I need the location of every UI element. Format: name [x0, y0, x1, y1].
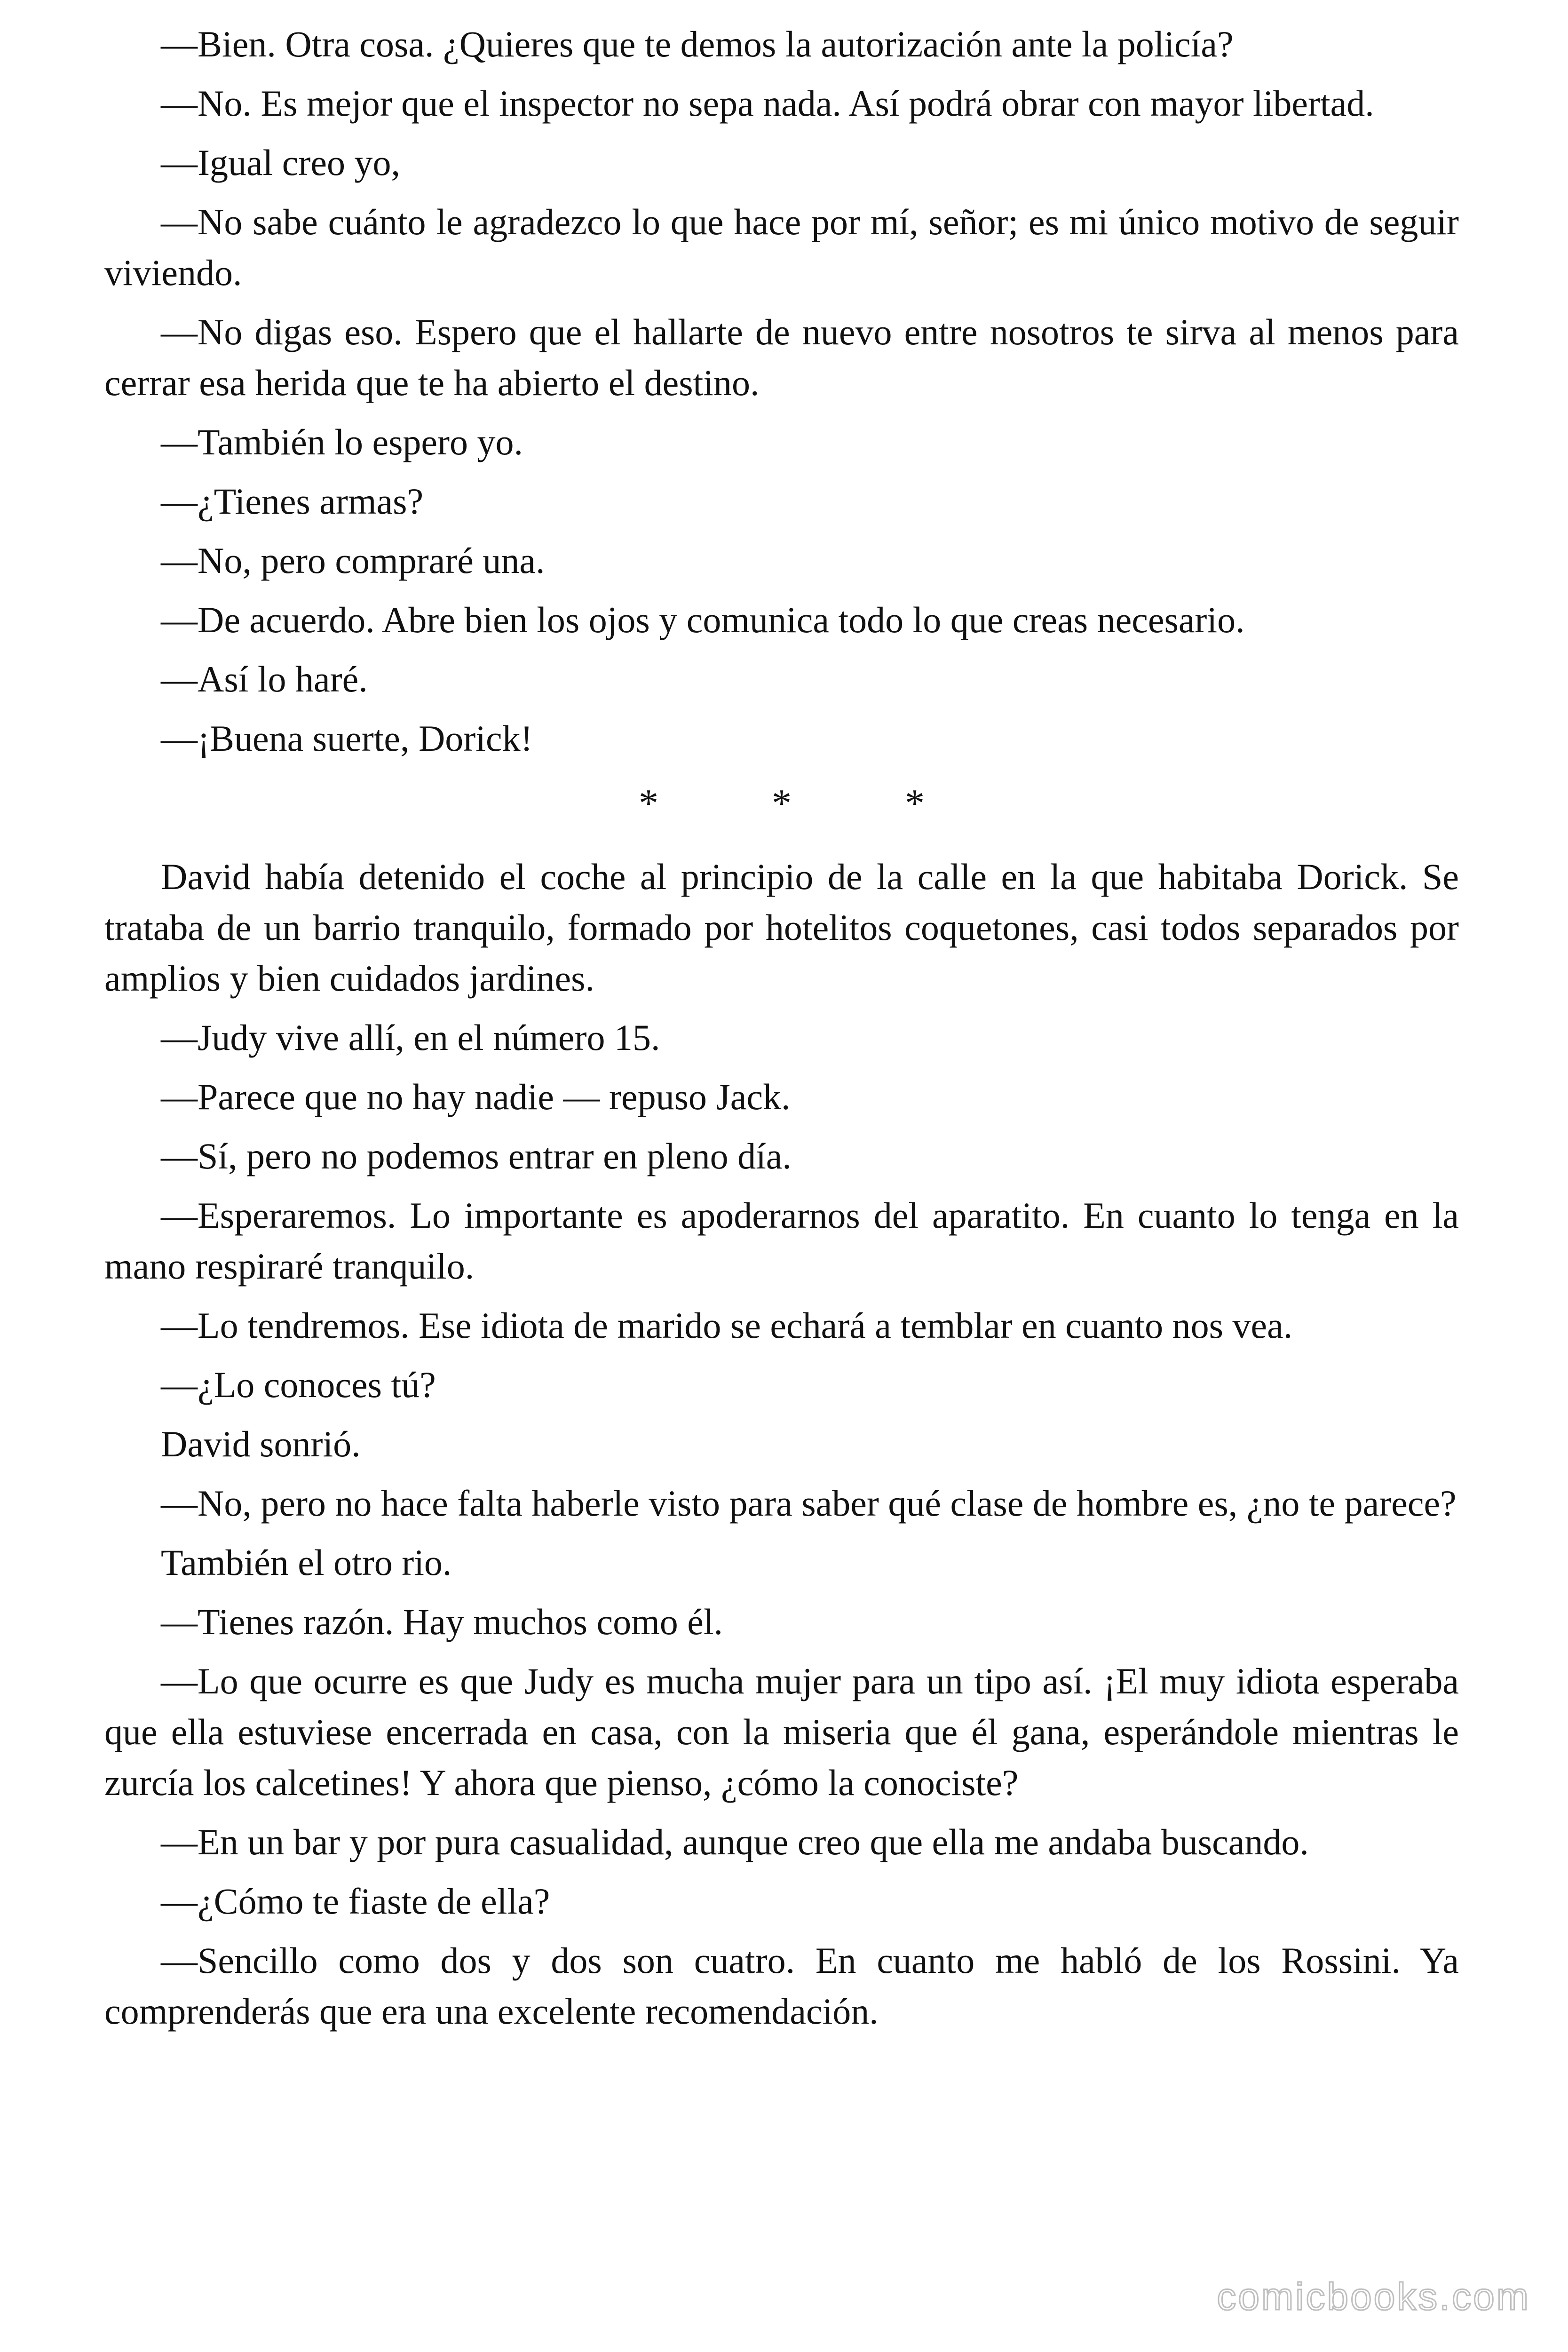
paragraph: —Igual creo yo,	[161, 142, 400, 183]
paragraph: —Lo tendremos. Ese idiota de marido se echará a temblar en cuanto nos vea.	[161, 1305, 1293, 1346]
paragraph: —De acuerdo. Abre bien los ojos y comunica todo lo que creas necesario.	[161, 599, 1245, 640]
paragraph: —Esperaremos. Lo importante es apoderarnos del aparatito. En cuanto lo tenga en la mano respiraré tranquilo.	[104, 1195, 1459, 1287]
paragraph: —¡Buena suerte, Dorick!	[161, 718, 533, 759]
paragraph: —Parece que no hay nadie — repuso Jack.	[161, 1076, 791, 1117]
paragraph: —Tienes razón. Hay muchos como él.	[161, 1601, 723, 1642]
paragraph: —Sencillo como dos y dos son cuatro. En cuanto me habló de los Rossini. Ya comprenderás que era una excelente recomendación.	[104, 1940, 1459, 2032]
paragraph: —¿Cómo te fiaste de ella?	[161, 1881, 550, 1922]
paragraph: —Bien. Otra cosa. ¿Quieres que te demos la autorización ante la policía?	[161, 24, 1234, 64]
paragraph: —No, pero compraré una.	[161, 540, 545, 581]
paragraph: David sonrió.	[161, 1423, 361, 1464]
paragraph: —Lo que ocurre es que Judy es mucha mujer para un tipo así. ¡El muy idiota esperaba que ella estuviese encerrada en casa, con la miseria que él gana, esperándole mientras le zurcía los calcetines! Y ahora que pienso, ¿cómo la conociste?	[104, 1661, 1459, 1803]
paragraph: También el otro rio.	[161, 1542, 452, 1583]
paragraph: —No sabe cuánto le agradezco lo que hace por mí, señor; es mi único motivo de seguir viviendo.	[104, 201, 1459, 293]
paragraph: —No, pero no hace falta haberle visto para saber qué clase de hombre es, ¿no te parece?	[161, 1483, 1457, 1524]
paragraph: —Así lo haré.	[161, 659, 368, 699]
paragraph: David había detenido el coche al principio de la calle en la que habitaba Dorick. Se trataba de un barrio tranquilo, formado por hotelitos coquetones, casi todos separados por amplios y bien cuidados jardines.	[104, 856, 1459, 999]
paragraph: —No digas eso. Espero que el hallarte de nuevo entre nosotros te sirva al menos para cerrar esa herida que te ha abierto el destino.	[104, 311, 1459, 403]
paragraph: —¿Tienes armas?	[161, 481, 424, 522]
paragraph: —No. Es mejor que el inspector no sepa nada. Así podrá obrar con mayor libertad.	[161, 83, 1374, 124]
paragraph: —En un bar y por pura casualidad, aunque creo que ella me andaba buscando.	[161, 1821, 1309, 1862]
page-text	[104, 19, 1459, 2045]
section-separator: * * *	[639, 781, 976, 825]
paragraph: —También lo espero yo.	[161, 421, 523, 462]
paragraph: —Judy vive allí, en el número 15.	[161, 1017, 660, 1058]
paragraph: —Sí, pero no podemos entrar en pleno día.	[161, 1136, 792, 1176]
paragraph: —¿Lo conoces tú?	[161, 1364, 436, 1405]
watermark: comicbooks.com	[1217, 2275, 1530, 2318]
